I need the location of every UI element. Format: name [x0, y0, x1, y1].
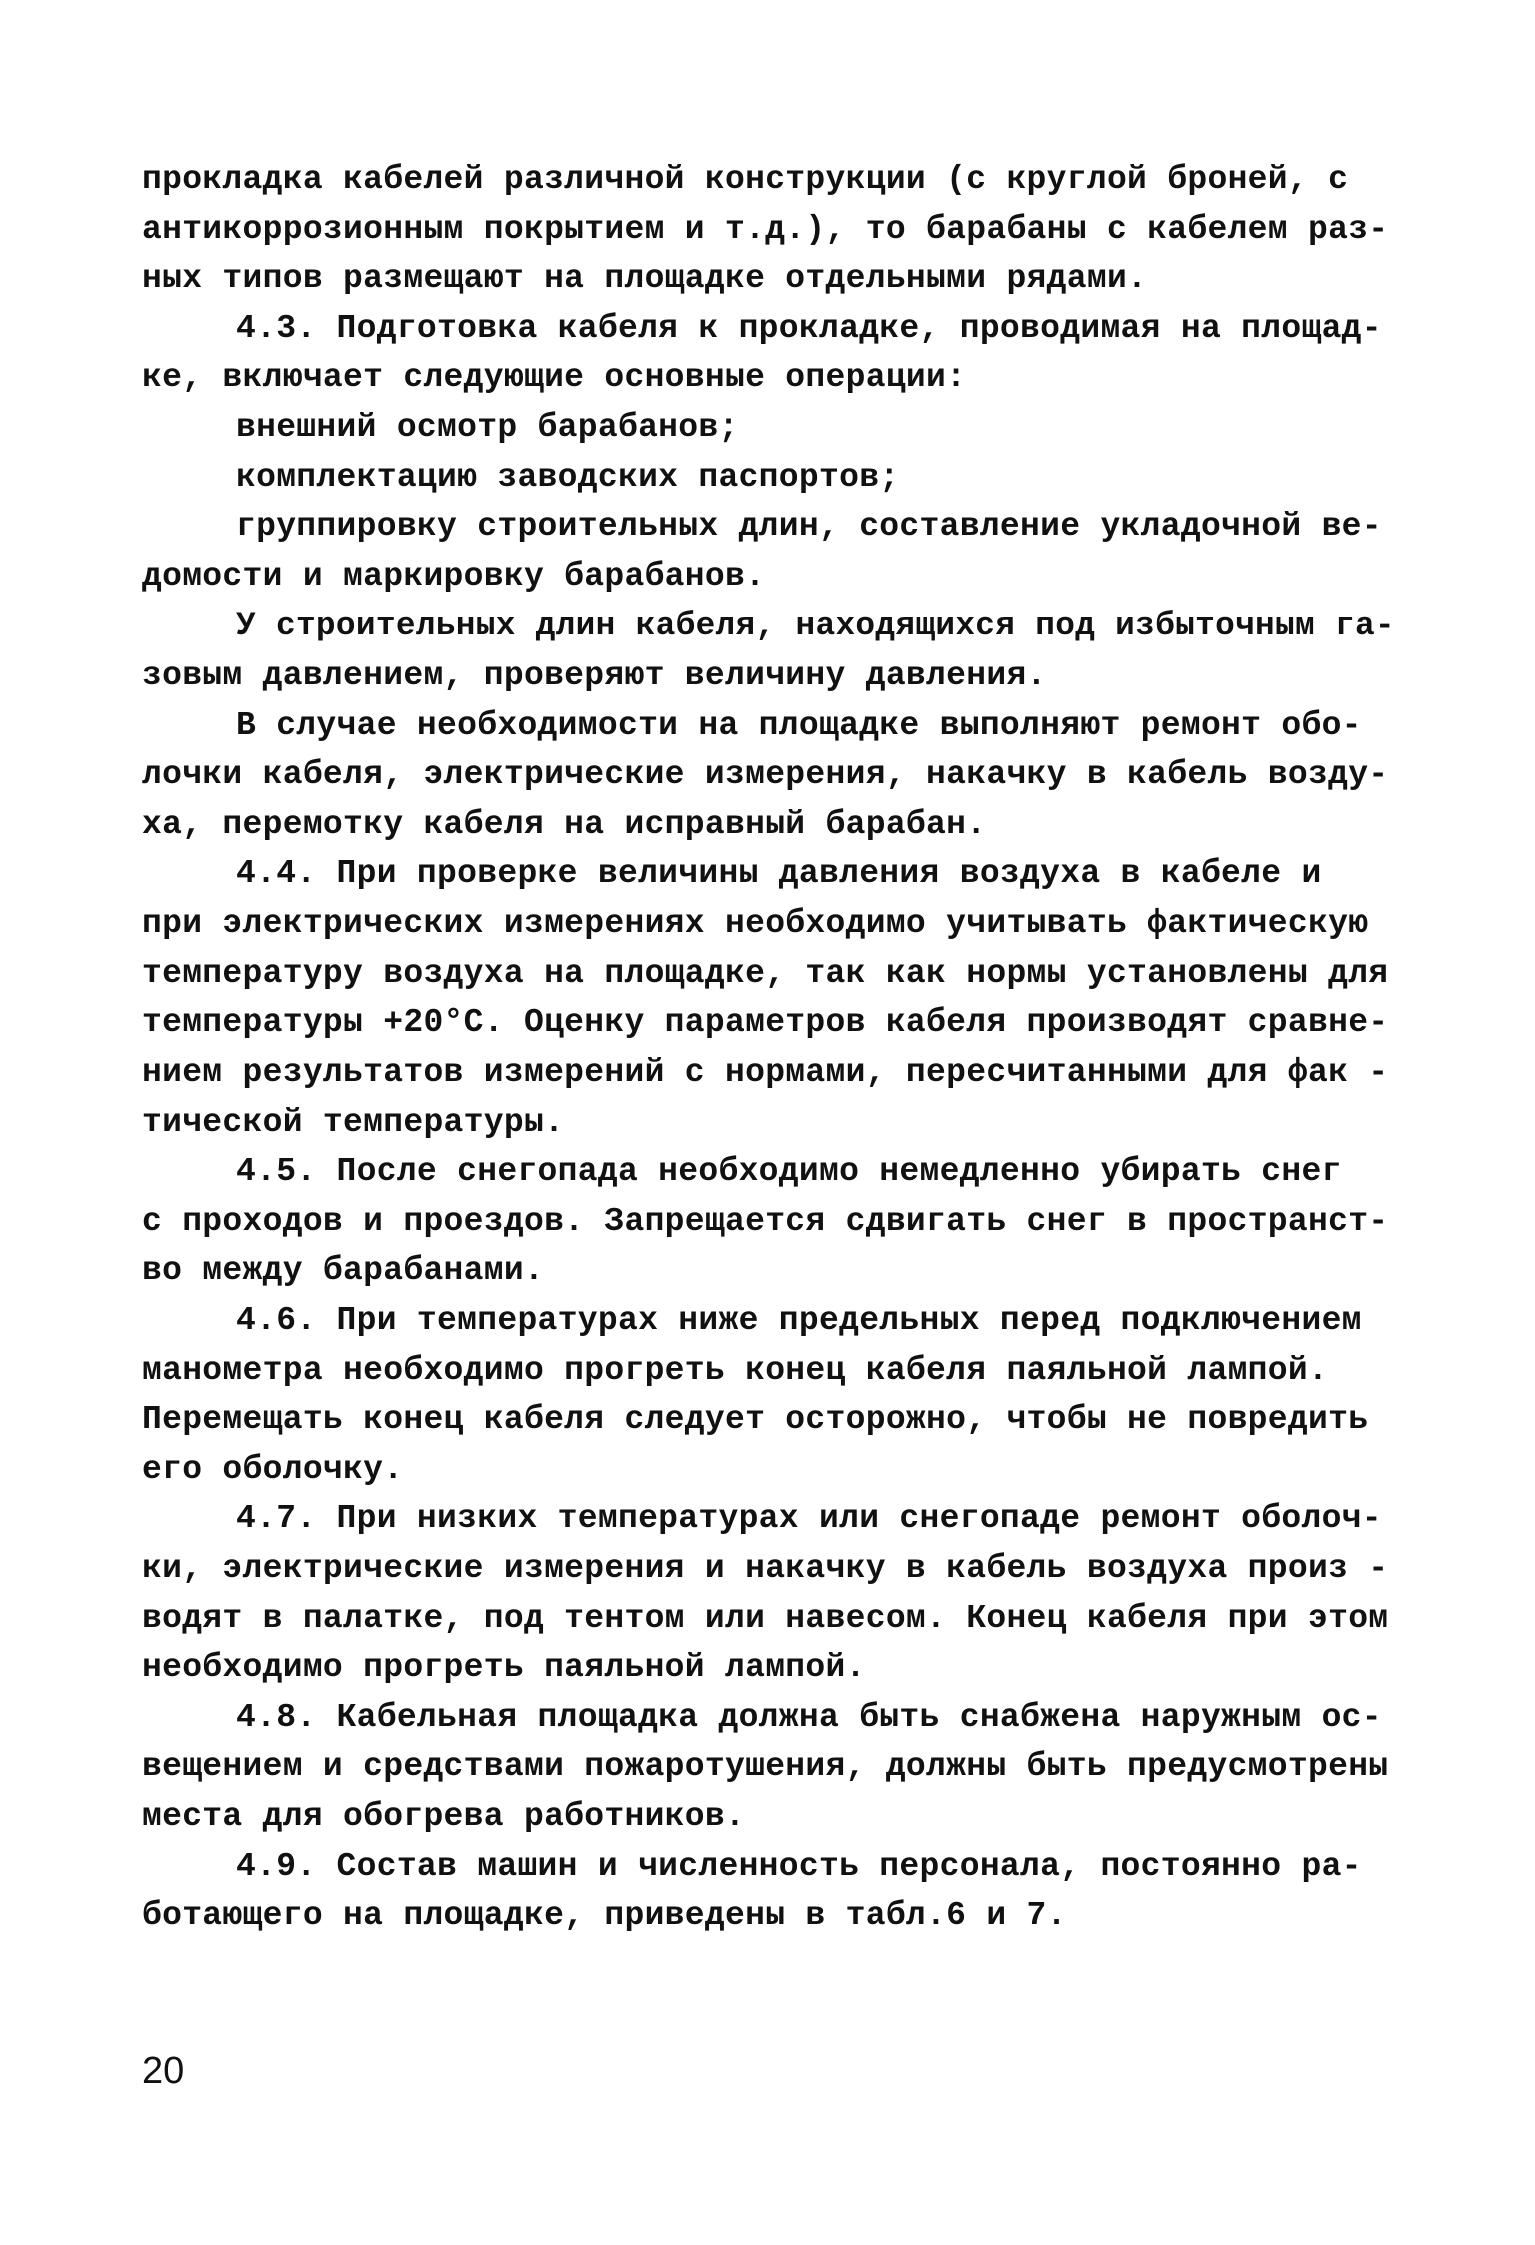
text-line: температуру воздуха на площадке, так как нормы установлены для	[142, 955, 1389, 992]
text-line: во между барабанами.	[142, 1252, 545, 1289]
text-line: ных типов размещают на площадке отдельными рядами.	[142, 260, 1148, 297]
text-line: ха, перемотку кабеля на исправный барабан.	[142, 806, 987, 843]
text-line: комплектацию заводских паспортов;	[236, 459, 900, 496]
text-line: 4.8. Кабельная площадка должна быть снабжена наружным ос-	[236, 1699, 1382, 1736]
text-line: лочки кабеля, электрические измерения, накачку в кабель возду-	[142, 756, 1389, 793]
text-line: антикоррозионным покрытием и т.д.), то барабаны с кабелем раз-	[142, 211, 1389, 248]
text-line: температуры +20°С. Оценку параметров кабеля производят сравне-	[142, 1004, 1389, 1041]
text-line: зовым давлением, проверяют величину давления.	[142, 657, 1047, 694]
text-line: группировку строительных длин, составление укладочной ве-	[236, 508, 1382, 545]
text-line: прокладка кабелей различной конструкции (с круглой броней, с	[142, 161, 1349, 198]
page-number: 20	[142, 2050, 185, 2092]
text-line: водят в палатке, под тентом или навесом. Конец кабеля при этом	[142, 1600, 1389, 1637]
text-line: 4.9. Состав машин и численность персонала, постоянно ра-	[236, 1848, 1362, 1885]
text-line: тической температуры.	[142, 1104, 565, 1141]
text-line: места для обогрева работников.	[142, 1798, 746, 1835]
text-line: необходимо прогреть паяльной лампой.	[142, 1649, 866, 1686]
text-line: 4.4. При проверке величины давления воздуха в кабеле и	[236, 855, 1322, 892]
text-line: его оболочку.	[142, 1451, 404, 1488]
text-line: 4.5. После снегопада необходимо немедленно убирать снег	[236, 1153, 1342, 1190]
text-line: У строительных длин кабеля, находящихся под избыточным га-	[236, 607, 1395, 644]
text-line: 4.6. При температурах ниже предельных перед подключением	[236, 1302, 1362, 1339]
text-line: Перемещать конец кабеля следует осторожно, чтобы не повредить	[142, 1401, 1369, 1438]
text-line: В случае необходимости на площадке выполняют ремонт обо-	[236, 707, 1362, 744]
text-line: ке, включает следующие основные операции:	[142, 359, 967, 396]
text-line: с проходов и проездов. Запрещается сдвигать снег в пространст-	[142, 1203, 1389, 1240]
text-line: домости и маркировку барабанов.	[142, 558, 766, 595]
text-line: вещением и средствами пожаротушения, должны быть предусмотрены	[142, 1748, 1389, 1785]
text-line: нием результатов измерений с нормами, пересчитанными для фак -	[142, 1054, 1389, 1091]
text-line: манометра необходимо прогреть конец кабеля паяльной лампой.	[142, 1352, 1329, 1389]
text-line: ботающего на площадке, приведены в табл.6 и 7.	[142, 1897, 1067, 1934]
text-line: 4.3. Подготовка кабеля к прокладке, проводимая на площад-	[236, 310, 1382, 347]
text-line: при электрических измерениях необходимо учитывать фактическую	[142, 905, 1369, 942]
text-line: 4.7. При низких температурах или снегопаде ремонт оболоч-	[236, 1500, 1382, 1537]
text-line: внешний осмотр барабанов;	[236, 409, 739, 446]
text-line: ки, электрические измерения и накачку в кабель воздуха произ -	[142, 1550, 1389, 1587]
